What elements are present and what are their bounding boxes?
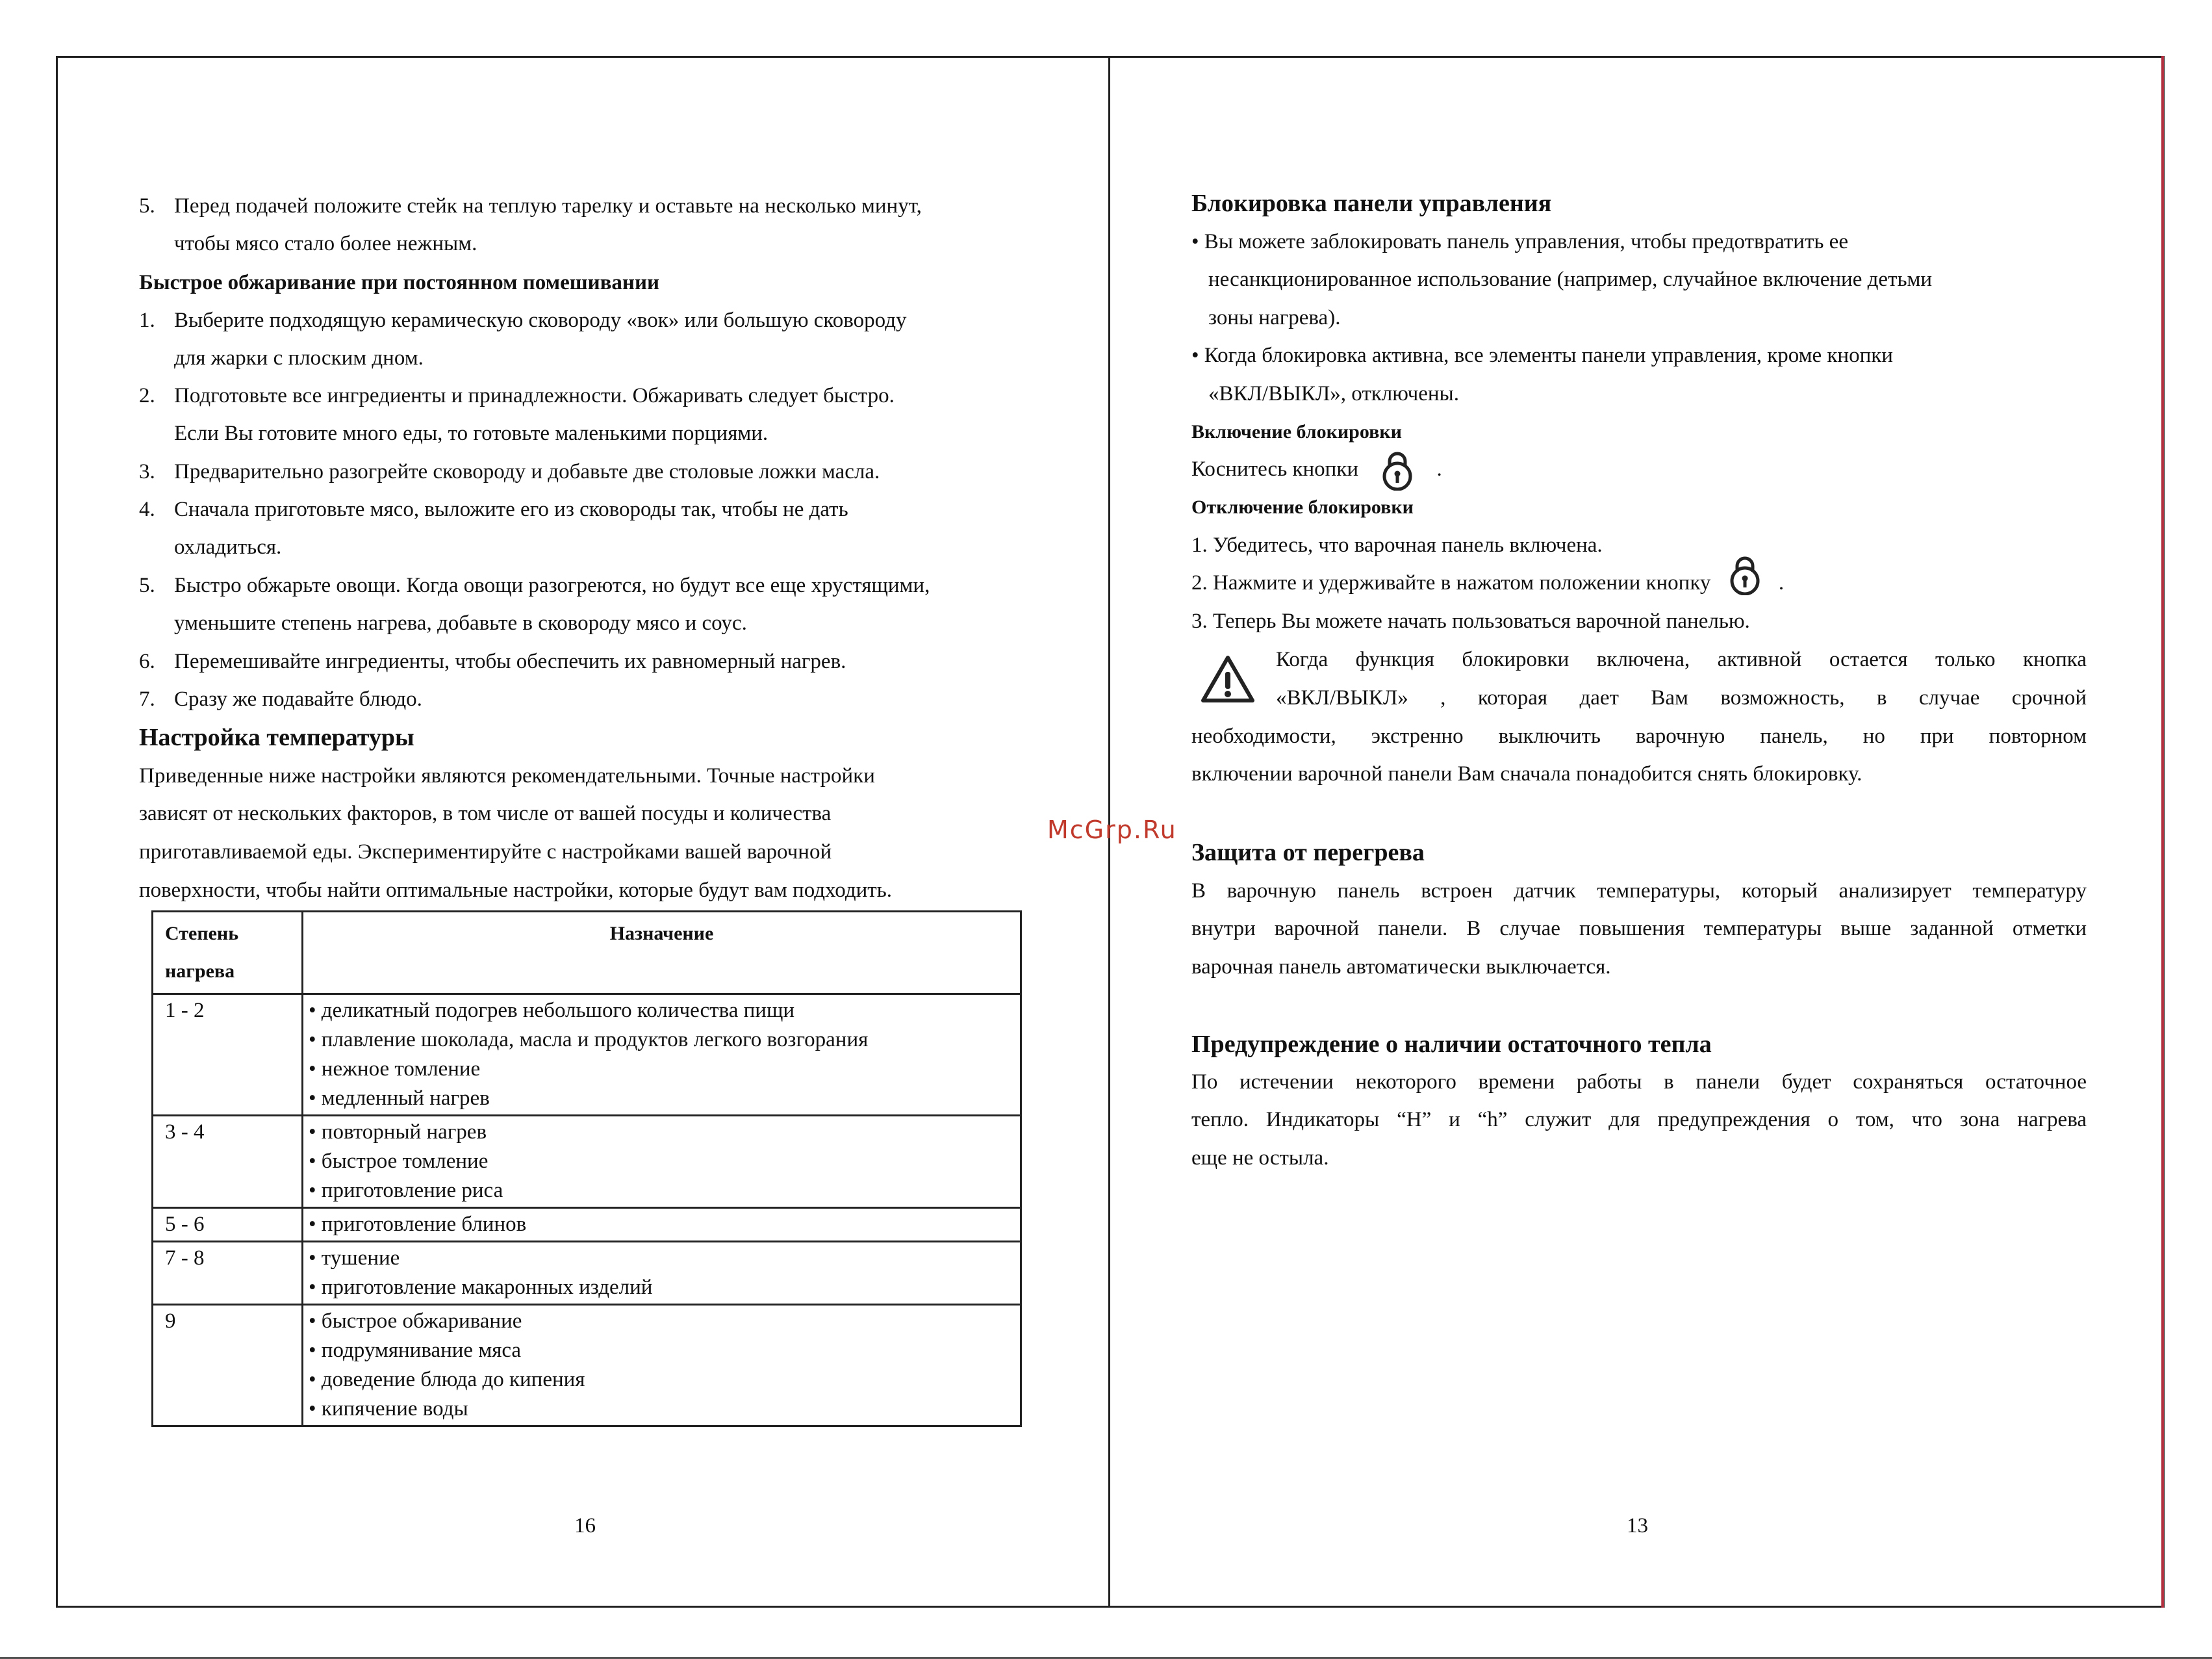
subheading: Включение блокировки	[1191, 421, 1402, 443]
purpose-cell: • быстрое обжаривание • подрумянивание мяса • доведение блюда до кипения • кипячение воды	[303, 1305, 1021, 1426]
bullet-line: • Когда блокировка активна, все элементы панели управления, кроме кнопки	[1191, 344, 1893, 367]
warning-line: включении варочной панели Вам сначала понадобится снять блокировку.	[1191, 762, 1862, 786]
section-heading: Настройка температуры	[139, 724, 414, 751]
purpose-cell: • деликатный подогрев небольшого количества пищи • плавление шоколада, масла и продуктов легкого возгорания • нежное томление • медленный нагрев	[303, 994, 1021, 1116]
page-number: 16	[574, 1514, 596, 1537]
right-page	[1191, 0, 2087, 1659]
paragraph-line: По истечении некоторого времени работы в панели будет сохраняться остаточное	[1191, 1070, 2087, 1094]
section-heading: Блокировка панели управления	[1191, 190, 1552, 217]
section-heading: Быстрое обжаривание при постоянном помешивании	[139, 271, 659, 294]
watermark: McGrp.Ru	[1047, 816, 1177, 844]
temperature-table	[151, 910, 1022, 1427]
table-header-row	[153, 912, 1021, 994]
level-cell: 7 - 8	[153, 1242, 303, 1305]
step-item-cont: чтобы мясо стало более нежным.	[174, 232, 477, 255]
step-item-cont: Если Вы готовите много еды, то готовьте маленькими порциями.	[174, 422, 769, 445]
level-cell: 9	[153, 1305, 303, 1426]
paragraph-line: внутри варочной панели. В случае повышения температуры выше заданной отметки	[1191, 917, 2087, 940]
table-row	[153, 1305, 1021, 1426]
step-item-cont: для жарки с плоским дном.	[174, 346, 424, 370]
warning-line: Когда функция блокировки включена, активной остается только кнопка	[1276, 648, 2087, 671]
step-item: 7. Сразу же подавайте блюдо.	[139, 688, 422, 711]
step-item: 2. Нажмите и удерживайте в нажатом положении кнопку .	[1191, 564, 1784, 602]
section-heading: Защита от перегрева	[1191, 839, 1425, 866]
step-item: 5. Быстро обжарьте овощи. Когда овощи разогреются, но будут все еще хрустящими,	[139, 574, 930, 597]
purpose-cell: • повторный нагрев • быстрое томление • приготовление риса	[303, 1116, 1021, 1208]
purpose-cell: • приготовление блинов	[303, 1208, 1021, 1242]
level-cell: 5 - 6	[153, 1208, 303, 1242]
step-item: 1. Выберите подходящую керамическую сковороду «вок» или большую сковороду	[139, 309, 907, 332]
table-row	[153, 1116, 1021, 1208]
table-header-cell: Назначение	[303, 912, 1021, 994]
step-item: 1. Убедитесь, что варочная панель включена.	[1191, 534, 1603, 557]
bullet-line-cont: «ВКЛ/ВЫКЛ», отключены.	[1208, 382, 1459, 405]
table-row	[153, 1242, 1021, 1305]
step-item: 4. Сначала приготовьте мясо, выложите его из сковороды так, чтобы не дать	[139, 498, 848, 521]
section-heading: Предупреждение о наличии остаточного тепла	[1191, 1031, 1712, 1058]
step-item: 3. Предварительно разогрейте сковороду и добавьте две столовые ложки масла.	[139, 460, 880, 483]
paragraph-line: зависят от нескольких факторов, в том числе от вашей посуды и количества	[139, 802, 832, 825]
subheading: Отключение блокировки	[1191, 496, 1414, 518]
bullet-line-cont: несанкционированное использование (например, случайное включение детьми	[1208, 268, 1933, 291]
purpose-cell: • тушение • приготовление макаронных изделий	[303, 1242, 1021, 1305]
enable-instruction: Коснитесь кнопки .	[1191, 450, 1442, 491]
page-number: 13	[1627, 1514, 1648, 1537]
lock-icon	[1380, 450, 1414, 491]
warning-line: необходимости, экстренно выключить варочную панель, но при повторном	[1191, 725, 2087, 748]
paragraph-line: приготавливаемой еды. Экспериментируйте с настройками вашей варочной	[139, 840, 832, 864]
table-row	[153, 1208, 1021, 1242]
step-item-cont: уменьшите степень нагрева, добавьте в сковороду мясо и соус.	[174, 611, 747, 635]
lock-icon	[1728, 555, 1762, 595]
warning-icon	[1199, 654, 1256, 706]
level-cell: 1 - 2	[153, 994, 303, 1116]
paragraph-line: поверхности, чтобы найти оптимальные настройки, которые будут вам подходить.	[139, 879, 892, 902]
page-edge-accent	[2161, 56, 2164, 1608]
paragraph-line: В варочную панель встроен датчик температуры, который анализирует температуру	[1191, 879, 2087, 903]
level-cell: 3 - 4	[153, 1116, 303, 1208]
table-row	[153, 994, 1021, 1116]
bullet-line: • Вы можете заблокировать панель управления, чтобы предотвратить ее	[1191, 230, 1848, 253]
table-header-cell: Степень нагрева	[153, 912, 303, 994]
paragraph-line: тепло. Индикаторы “H” и “h” служит для предупреждения о том, что зона нагрева	[1191, 1108, 2087, 1131]
step-item: 5. Перед подачей положите стейк на теплую тарелку и оставьте на несколько минут,	[139, 194, 922, 218]
paragraph-line: Приведенные ниже настройки являются рекомендательными. Точные настройки	[139, 764, 875, 788]
step-item: 3. Теперь Вы можете начать пользоваться варочной панелью.	[1191, 610, 1750, 633]
step-item-cont: охладиться.	[174, 535, 282, 559]
paragraph-line: варочная панель автоматически выключается.	[1191, 955, 1611, 979]
step-item: 2. Подготовьте все ингредиенты и принадлежности. Обжаривать следует быстро.	[139, 384, 895, 407]
bullet-line-cont: зоны нагрева).	[1208, 306, 1341, 329]
warning-line: «ВКЛ/ВЫКЛ» , которая дает Вам возможность, в случае срочной	[1276, 686, 2087, 710]
paragraph-line: еще не остыла.	[1191, 1146, 1329, 1170]
step-item: 6. Перемешивайте ингредиенты, чтобы обеспечить их равномерный нагрев.	[139, 650, 846, 673]
